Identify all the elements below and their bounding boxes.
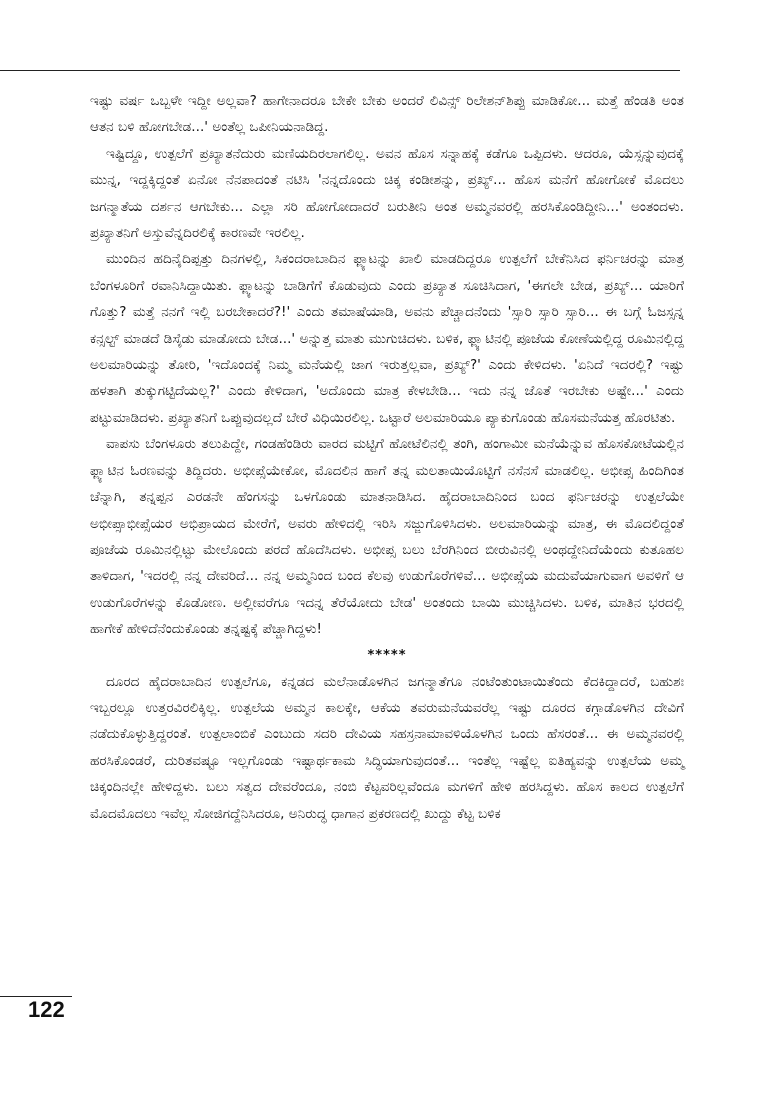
top-rule — [0, 70, 680, 71]
paragraph-1: ಇಷ್ಟು ವರ್ಷ ಒಬ್ಬಳೇ ಇದ್ದೀ ಅಲ್ಲವಾ? ಹಾಗೇನಾದರೂ ಬೇಕೇ ಬೇಕು ಅಂದರೆ ಲಿವಿನ್ಸ್ ರಿಲೇಶನ್‌ಶಿಪ್ಪು ಮಾಡಿಕೋ... ಮತ್ತೆ ಹೆಂಡತಿ ಅಂತ ಆತನ ಬಳಿ ಹೋಗಬೇಡ...' ಅಂತೆಲ್ಲ ಒಪೀನಿಯನಾಡಿದ್ದ. — [90, 93, 684, 136]
paragraph-3: ಮುಂದಿನ ಹದಿನೈದಿಪ್ಪತ್ತು ದಿನಗಳಲ್ಲಿ, ಸಿಕಂದರಾಬಾದಿನ ಫ್ಲ್ಯಾಟನ್ನು ಖಾಲಿ ಮಾಡದಿದ್ದರೂ ಉತ್ಪಲೆಗೆ ಬೇಕೆನಿಸಿದ ಫರ್ನಿಚರನ್ನು ಮಾತ್ರ ಬೆಂಗಳೂರಿಗೆ ರವಾನಿಸಿದ್ದಾಯಿತು. ಫ್ಲ್ಯಾಟನ್ನು ಬಾಡಿಗೆಗೆ ಕೊಡುವುದು ಎಂದು ಪ್ರಖ್ಯಾತ ಸೂಚಿಸಿದಾಗ, 'ಈಗಲೇ ಬೇಡ, ಪ್ರಖ್ಯ್... ಯಾರಿಗೆ ಗೊತ್ತು? ಮತ್ತೆ ನನಗೆ ಇಲ್ಲಿ ಬರಬೇಕಾದರೆ?!' ಎಂದು ತಮಾಷೆಯಾಡಿ, ಅವನು ಪೆಚ್ಚಾದನೆಂದು 'ಸ್ಸಾರಿ ಸ್ಸಾರಿ ಸ್ಸಾರಿ... ಈ ಬಗ್ಗೆ ಓಜಸ್ಸನ್ನ ಕನ್ಸಲ್ಟ್ ಮಾಡದೆ ಡಿಸೈಡು ಮಾಡೋದು ಬೇಡ...' ಅನ್ನುತ್ತ ಮಾತು ಮುಗುಚಿದಳು. ಬಳಿಕ, ಫ್ಲ್ಯಾಟಿನಲ್ಲಿ ಪೂಜೆಯ ಕೋಣೆಯಲ್ಲಿದ್ದ ರೂಮಿನಲ್ಲಿದ್ದ ಅಲಮಾರಿಯನ್ನು ತೋರಿ, 'ಇದೊಂದಕ್ಕೆ ನಿಮ್ಮ ಮನೆಯಲ್ಲಿ ಜಾಗ ಇರುತ್ತಲ್ಲವಾ, ಪ್ರಖ್ಯ್?' ಎಂದು ಕೇಳಿದಳು. 'ಏನಿದೆ ಇದರಲ್ಲಿ? ಇಷ್ಟು ಹಳತಾಗಿ ತುಕ್ಕುಗಟ್ಟಿದೆಯಲ್ಲ?' ಎಂದು ಕೇಳಿದಾಗ, 'ಅದೊಂದು ಮಾತ್ರ ಕೇಳಬೇಡಿ... ಇದು ನನ್ನ ಜೊತೆ ಇರಬೇಕು ಅಷ್ಟೇ...' ಎಂದು ಪಟ್ಟುಮಾಡಿದಳು. ಪ್ರಖ್ಯಾತನಿಗೆ ಒಪ್ಪುವುದಲ್ಲದೆ ಬೇರೆ ವಿಧಿಯಿರಲಿಲ್ಲ. ಒಟ್ಟಾರೆ ಅಲಮಾರಿಯೂ ಪ್ಯಾಕುಗೊಂಡು ಹೊಸಮನೆಯತ್ತ ಹೊರಟಿತು. — [90, 251, 684, 426]
section-separator: ***** — [367, 647, 407, 663]
paragraph-2: ಇಷ್ಟಿದ್ದೂ, ಉತ್ಪಲೆಗೆ ಪ್ರಖ್ಯಾತನೆದುರು ಮಣಿಯದಿರಲಾಗಲಿಲ್ಲ. ಅವನ ಹೊಸ ಸನ್ನಾಹಕ್ಕೆ ಕಡೆಗೂ ಒಪ್ಪಿದಳು. ಆದರೂ, ಯೆಸ್ಸನ್ನುವುದಕ್ಕೆ ಮುನ್ನ, ಇದ್ದಕ್ಕಿದ್ದಂತೆ ಏನೋ ನೆನಪಾದಂತೆ ನಟಿಸಿ 'ನನ್ನದೊಂದು ಚಿಕ್ಕ ಕಂಡೀಶನ್ನು, ಪ್ರಖ್ಯ್... ಹೊಸ ಮನೆಗೆ ಹೋಗೋಕೆ ಮೊದಲು ಜಗನ್ಮಾತೆಯ ದರ್ಶನ ಆಗಬೇಕು... ಎಲ್ಲಾ ಸರಿ ಹೋಗೋದಾದರೆ ಬರುತೀನಿ ಅಂತ ಅಮ್ಮನವರಲ್ಲಿ ಹರಸಿಕೊಂಡಿದ್ದೀನಿ...' ಅಂತಂದಳು. ಪ್ರಖ್ಯಾತನಿಗೆ ಅಸ್ತುವೆನ್ನದಿರಲಿಕ್ಕೆ ಕಾರಣವೇ ಇರಲಿಲ್ಲ. — [90, 145, 684, 242]
page-body — [90, 88, 684, 827]
paragraph-5: ದೂರದ ಹೈದರಾಬಾದಿನ ಉತ್ಪಲೆಗೂ, ಕನ್ನಡದ ಮಲೆನಾಡೊಳಗಿನ ಜಗನ್ಮಾತೆಗೂ ನಂಟೆಂತುಂಟಾಯಿತೆಂದು ಕೆದಕಿದ್ದಾದರೆ, ಬಹುಶಃ ಇಬ್ಬರಲ್ಲೂ ಉತ್ತರವಿರಲಿಕ್ಕಿಲ್ಲ. ಉತ್ಪಲೆಯ ಅಮ್ಮನ ಕಾಲಕ್ಕೇ, ಆಕೆಯ ತವರುಮನೆಯವರೆಲ್ಲ ಇಷ್ಟು ದೂರದ ಕಗ್ಗಾಡೊಳಗಿನ ದೇವಿಗೆ ನಡೆದುಕೊಳ್ಳುತ್ತಿದ್ದರಂತೆ. ಉತ್ಪಲಾಂಬಿಕೆ ಎಂಬುದು ಸದರಿ ದೇವಿಯ ಸಹಸ್ರನಾಮಾವಳಿಯೊಳಗಿನ ಒಂದು ಹೆಸರಂತೆ... ಈ ಅಮ್ಮನವರಲ್ಲಿ ಹರಸಿಕೊಂಡರೆ, ದುರಿತವಷ್ಟೂ ಇಲ್ಲಗೊಂಡು ಇಷ್ಟಾರ್ಥಕಾಮ ಸಿದ್ಧಿಯಾಗುವುದಂತೆ... ಇಂತೆಲ್ಲ ಇಷ್ಟೆಲ್ಲ ಐತಿಹ್ಯವನ್ನು ಉತ್ಪಲೆಯ ಅಮ್ಮ ಚಿಕ್ಕಂದಿನಲ್ಲೇ ಹೇಳಿದ್ದಳು. ಬಲು ಸತ್ವದ ದೇವರೆಂದೂ, ನಂಬಿ ಕೆಟ್ಟವರಿಲ್ಲವೆಂದೂ ಮಗಳಿಗೆ ಹೇಳಿ ಹರಸಿದ್ದಳು. ಹೊಸ ಕಾಲದ ಉತ್ಪಲೆಗೆ ಮೊದಮೊದಲು ಇವೆಲ್ಲ ಸೋಜಿಗದ್ದೆನಿಸಿದರೂ, ಅನಿರುದ್ಧ ಧಾಗಾನ ಪ್ರಕರಣದಲ್ಲಿ ಖುದ್ದು ಕೆಟ್ಟ ಬಳಿಕ — [90, 673, 684, 822]
paragraph-4: ವಾಪಸು ಬೆಂಗಳೂರು ತಲುಪಿದ್ದೇ, ಗಂಡಹೆಂಡಿರು ವಾರದ ಮಟ್ಟಿಗೆ ಹೋಟೆಲಿನಲ್ಲಿ ತಂಗಿ, ಹಂಗಾಮೀ ಮನೆಯೆನ್ನುವ ಹೊಸಕೋಟೆಯಲ್ಲಿನ ಫ್ಲ್ಯಾಟಿನ ಓರಣವನ್ನು ತಿದ್ದಿದರು. ಅಭೀಪ್ಸೆಯೇಕೋ, ಮೊದಲಿನ ಹಾಗೆ ತನ್ನ ಮಲತಾಯಿಯೊಟ್ಟಿಗೆ ನಸೆನಸೆ ಮಾಡಲಿಲ್ಲ. ಅಭೀಪ್ಸ ಹಿಂದಿಗಿಂತ ಚೆನ್ನಾಗಿ, ತನ್ನಪ್ಪನ ಎರಡನೇ ಹೆಂಗಸನ್ನು ಒಳಗೊಂಡು ಮಾತನಾಡಿಸಿದ. ಹೈದರಾಬಾದಿನಿಂದ ಬಂದ ಫರ್ನಿಚರನ್ನು ಉತ್ಪಲೆಯೇ ಅಭೀಪ್ಸಾಭೀಪ್ಸೆಯರ ಅಭಿಪ್ರಾಯದ ಮೇರೆಗೆ, ಅವರು ಹೇಳಿದಲ್ಲಿ ಇರಿಸಿ ಸಜ್ಜುಗೊಳಿಸಿದಳು. ಅಲಮಾರಿಯನ್ನು ಮಾತ್ರ, ಈ ಮೊದಲಿದ್ದಂತೆ ಪೂಜೆಯ ರೂಮಿನಲ್ಲಿಟ್ಟು ಮೇಲೊಂದು ಪರದೆ ಹೊದೆಸಿದಳು. ಅಭೀಪ್ಸ ಬಲು ಬೆರಗಿನಿಂದ ಬೀರುವಿನಲ್ಲಿ ಅಂಥದ್ದೇನಿದೆಯೆಂದು ಕುತೂಹಲ ತಾಳಿದಾಗ, 'ಇದರಲ್ಲಿ ನನ್ನ ದೇವರಿದೆ... ನನ್ನ ಅಮ್ಮನಿಂದ ಬಂದ ಕೆಲವು ಉಡುಗೊರೆಗಳಿವೆ... ಅಭೀಪ್ಸೆಯ ಮದುವೆಯಾಗುವಾಗ ಅವಳಿಗೆ ಆ ಉಡುಗೊರೆಗಳನ್ನು ಕೊಡೋಣ. ಅಲ್ಲೀವರೆಗೂ ಇದನ್ನ ತೆರೆಯೋದು ಬೇಡ' ಅಂತಂದು ಬಾಯಿ ಮುಚ್ಚಿಸಿದಳು. ಬಳಿಕ, ಮಾತಿನ ಭರದಲ್ಲಿ ಹಾಗೇಕೆ ಹೇಳಿದೆನೆಂದುಕೊಂಡು ತನ್ನಷ್ಟಕ್ಕೆ ಪೆಚ್ಚಾಗಿದ್ದಳು! — [90, 436, 684, 638]
page-number: 122 — [28, 997, 65, 1022]
